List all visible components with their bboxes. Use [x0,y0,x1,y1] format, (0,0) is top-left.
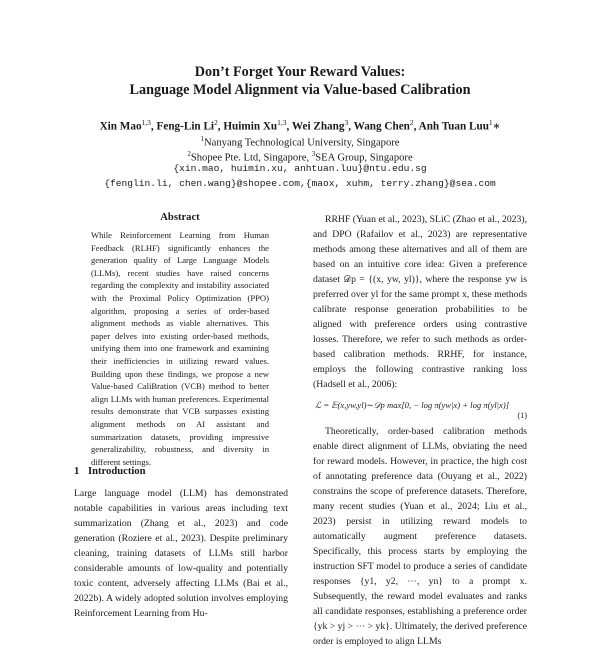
affiliation-mark: 1 [200,135,204,143]
author-affiliation-mark: 2 [409,118,414,127]
right-column [313,212,527,649]
affiliation-text: Nanyang Technological University, Singapore [204,137,400,149]
affiliation-text: Shopee Pte. Ltd, Singapore, [190,152,312,164]
equation-number: (1) [517,411,527,420]
author-list: Xin Mao$^{1,3}$, Feng-Lin Li$^2$, Huimin Xu$^{1,3}$, Wei Zhang$^3$, Wang Chen$^2$, Anh Tuan Luu$^1$∗ [99,118,501,133]
paragraph: Theoretically, order-based calibration methods enable direct alignment of LLMs, obviating the need for reward models. However, in practice, the high cost of annotating preference data (Ouyang et al., 2022) constrains the scope of preference datasets. Therefore, many recent studies (Yuan et al., 2024; Liu et al., 2023) persist in utilizing reward models to automatically augment preference datasets. Specifically, this process starts by employing the instruction SFT model to produce a series of candidate responses {y1, y2, ⋯, yn} to a prompt x. Subsequently, the reward model evaluates and ranks all candidate responses, establishing a preference order {yk > yj > ⋯ > yk}. Ultimately, the derived preference order is employed to align LLMs [313,426,527,647]
abstract-heading: Abstract [160,212,200,223]
author-name: Anh Tuan Luu [418,120,489,133]
email-line-1: {xin.mao, huimin.xu, anhtuan.luu}@ntu.edu.sg [173,163,427,174]
author-name: Wang Chen [353,120,410,133]
author-affiliation-mark: 2 [214,118,218,127]
author-affiliation-mark: 1 [488,118,493,127]
author-name: Huimin Xu [223,120,278,133]
abstract-body: While Reinforcement Learning from Human Feedback (RLHF) significantly enhances the generation quality of Large Language Models (LLMs), recent studies have raised concerns regarding the complexity and instability associated with the Proximal Policy Optimization (PPO) algorithm, proposing a series of order-based alignment methods as viable alternatives. This paper delves into existing order-based methods, unifying them into one framework and examining their inefficiencies in utilizing reward values. Building upon these findings, we propose a new Value-based CaliBration (VCB) method to better align LLMs with human preferences. Experimental results demonstrate that VCB surpasses existing alignment methods on AI assistant and summarization datasets, providing impressive generalizability, robustness, and diversity in different settings. [91,230,269,467]
affiliation-text: SEA Group, Singapore [315,152,413,164]
corresponding-author-mark: ∗ [492,120,501,133]
paragraph: RRHF (Yuan et al., 2023), SLiC (Zhao et al., 2023), and DPO (Rafailov et al., 2023) are representative methods among these alternatives and all of them are based on an intuitive core idea: Given a preference dataset 𝒟p = {(x, yw, yl)}, where the response yw is preferred over yl for the same prompt x, these methods calibrate response generation probabilities to be aligned with preference orders using contrastive losses. Therefore, we refer to such methods as order-based calibration methods. RRHF, for instance, employs the following contrastive ranking loss (Hadsell et al., 2006): [313,214,527,390]
affiliation-mark: 3 [311,150,316,158]
equation-expression: ℒ = 𝔼(x,yw,yl)∼𝒟p max[0, − log π(yw|x) + log π(yl|x)] [315,400,510,410]
author-affiliation-mark: 1,3 [141,118,151,127]
author-name: Xin Mao [99,120,142,133]
section-heading-introduction [74,466,294,477]
author-name: Wei Zhang [291,120,345,133]
paper-title-line-1: Don’t Forget Your Reward Values: [194,64,406,80]
email-line-2: {fenglin.li, chen.wang}@shopee.com,{maox, xuhm, terry.zhang}@sea.com [104,178,496,189]
affiliation-mark: 2 [187,150,191,158]
author-name: Feng-Lin Li [156,120,215,133]
author-affiliation-mark: 3 [344,118,349,127]
equation-1 [313,396,527,422]
section-number: 1 [74,466,80,477]
section-title: Introduction [88,466,146,477]
introduction-body: Large language model (LLM) has demonstrated notable capabilities in various areas including text summarization (Zhang et al., 2023) and code generation (Roziere et al., 2023). Despite preliminary cleaning, training datasets of LLMs still harbor considerable amounts of low-quality and potentially toxic content, adversely affecting LLMs (Bai et al., 2022b). A widely adopted solution involves employing Reinforcement Learning from Hu- [74,488,288,619]
paper-title-line-2: Language Model Alignment via Value-based Calibration [129,82,471,98]
author-affiliation-mark: 1,3 [277,118,287,127]
